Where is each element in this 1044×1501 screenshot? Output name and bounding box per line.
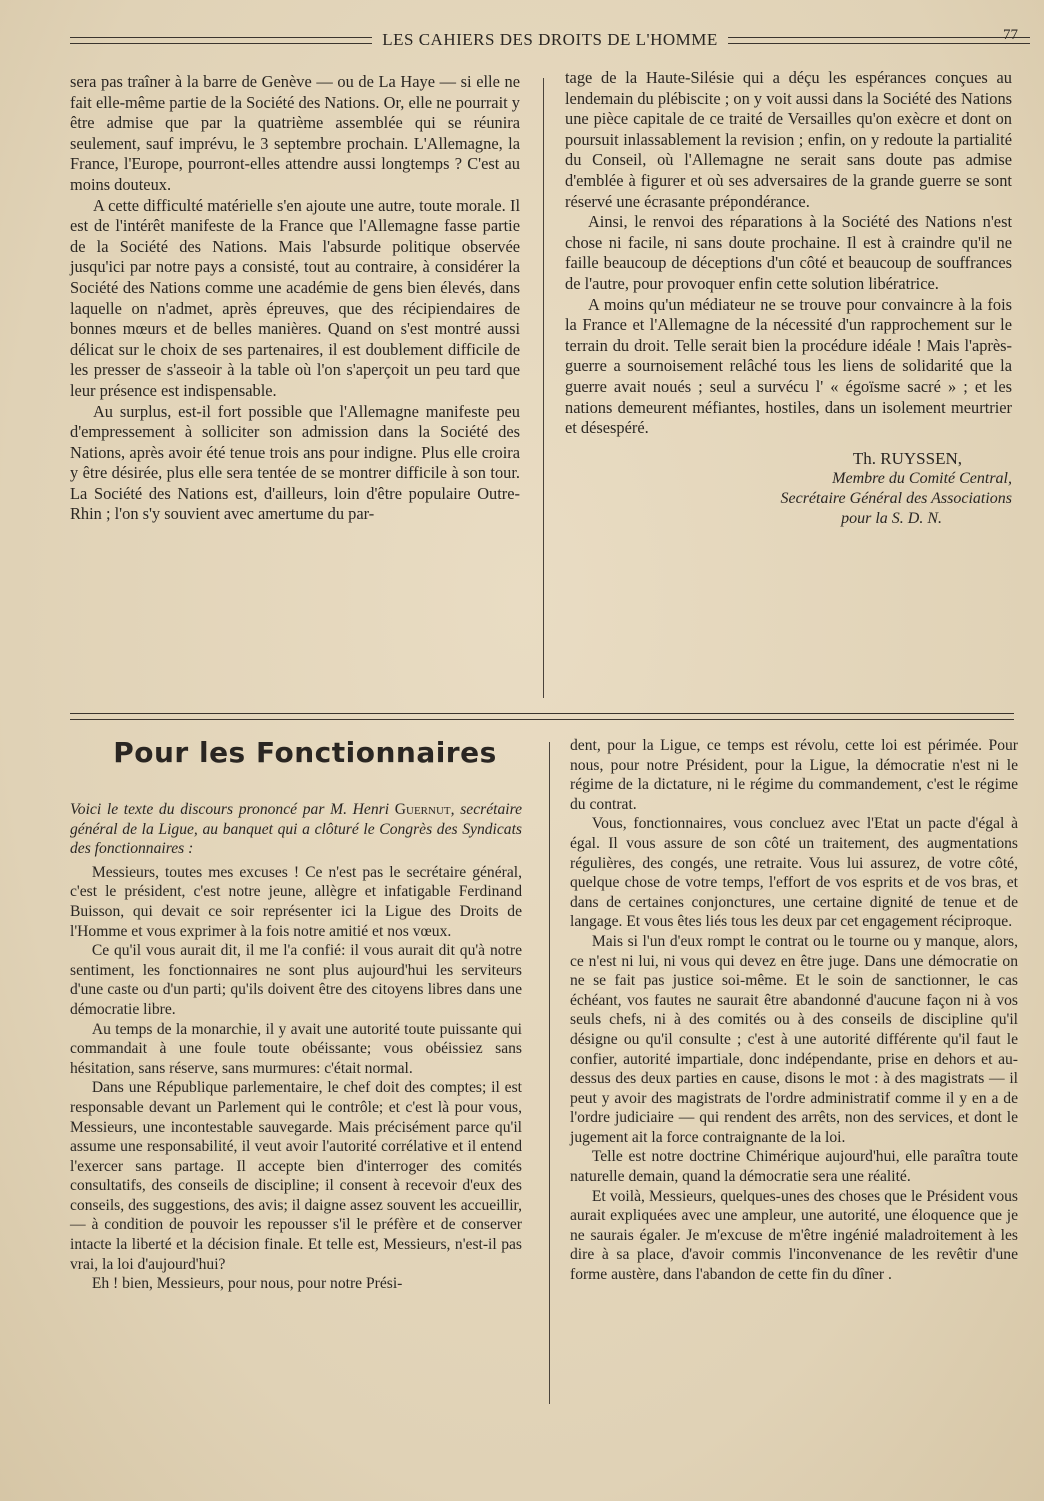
article1-column-left <box>70 72 520 525</box>
page-number: 77 <box>1003 27 1018 43</box>
author-role: pour la S. D. N. <box>841 510 942 528</box>
paragraph: Mais si l'un d'eux rompt le contrat ou le tourne ou y manque, alors, ce n'est ni lui, ni vous qui devez en être juge. Dans une démocratie on ne se fait pas justice soi-même. Et le soin de sanctionner, le cas échéant, vos fautes ne saurait être abandonné d'aucune façon ni à vos seuls chefs, ni à des comités ou à des conseils de discipline qu'il désigne ou qu'il consulte ; c'est à une autorité différente qu'il faut le confier, autorité impartiale, donc indépendante, prise en dehors et au-dessus des deux parties en cause, disons le mot : à des magistrats — il peut y avoir des magistrats de l'ordre administratif comme il y en a de l'ordre judiciaire — qui rendent des arrêts, non des services, et dont le jugement ait la force contraignante de la loi. <box>570 932 1018 1146</box>
paragraph: Eh ! bien, Messieurs, pour nous, pour notre Prési- <box>91 1275 403 1293</box>
journal-title: LES CAHIERS DES DROITS DE L'HOMME <box>382 30 718 49</box>
author-name: Th. RUYSSEN, <box>852 448 962 468</box>
article-title: Pour les Fonctionnaires <box>113 736 497 769</box>
running-header <box>70 26 1030 54</box>
article1-column-right <box>565 68 1012 529</box>
paragraph: dent, pour la Ligue, ce temps est révolu, cette loi est périmée. Pour nous, pour notre Président, pour la Ligue, la démocratie n'est ni le régime de la dictature, ni le régime du commandement, c'est le régime du contrat. <box>570 737 1018 813</box>
paragraph: Ainsi, le renvoi des réparations à la Société des Nations n'est chose ni facile, ni sans doute prochaine. Il est à craindre qu'il ne faille beaucoup de déceptions d'un côté et beaucoup de souffrances de l'autre, pour provoquer enfin cette solution libératrice. <box>565 212 1012 293</box>
paragraph: Telle est notre doctrine Chimérique aujourd'hui, elle paraîtra toute naturelle demain, quand la démocratie sera une réalité. <box>570 1148 1018 1186</box>
paragraph: Et voilà, Messieurs, quelques-unes des choses que le Président vous aurait expliquées avec une ampleur, une autorité, une éloquence que je ne saurais égaler. Je m'excuse de m'être ingénié maladroitement à les dire à sa place, d'avoir commis l'inconvenance de les revêtir d'une forme austère, dans l'abandon de cette fin du dîner . <box>570 1187 1018 1284</box>
signature-block <box>565 449 1012 530</box>
paragraph: Vous, fonctionnaires, vous concluez avec l'Etat un pacte d'égal à égal. Il vous assure de son côté un traitement, des augmentations régulières, des congés, une retraite. Vous lui assurez, de votre côté, quelque chose de votre temps, l'effort de vos esprits et de vos bras, et dans de certaines conjonctures, une certaine dignité de tenue et de langage. Et vous êtes liés tous les deux par cet engagement réciproque. <box>570 815 1018 931</box>
paragraph: A cette difficulté matérielle s'en ajoute une autre, toute morale. Il est de l'intérêt manifeste de la France que l'Allemagne fasse partie de la Société des Nations. Mais l'absurde politique observée jusqu'ici par notre pays a consisté, tout au contraire, à considérer la Société des Nations comme une académie de gens bien élevés, dans laquelle on n'admet, après épreuves, que des récipiendaires de bonnes mœurs et de belles manières. Quand on s'est montré aussi délicat sur le choix de ses partenaires, il est doublement difficile de les presser de s'asseoir à la table où l'on s'aperçoit un peu tard que leur présence est indispensable. <box>70 195 520 400</box>
paragraph: Au surplus, est-il fort possible que l'Allemagne manifeste peu d'empressement à solliciter son admission dans la Société des Nations, après avoir été tenue trois ans pour indigne. Plus elle croira y être désirée, plus elle sera tentée de se montrer difficile à son tour. La Société des Nations est, d'ailleurs, loin d'être populaire Outre-Rhin ; l'on s'y souvient avec amertume du par- <box>70 401 520 524</box>
paragraph: Dans une République parlementaire, le chef doit des comptes; il est responsable devant un Parlement qui le contrôle; et c'est là pour vous, Messieurs, une incontestable sauvegarde. Mais précisément parce qu'il assume une responsabilité, il veut avoir l'autorité corrélative et il entend l'exercer sans partage. Il accepte bien d'interroger des comités consultatifs, des conseils de discipline; il consent à recevoir d'eux des conseils, des suggestions, des avis; il daigne assez souvent les accueillir, — à condition de pouvoir les repousser s'il le préfère et de conserver intacte la liberté et la décision finale. Et telle est, Messieurs, n'est-il pas vrai, la loi d'aujourd'hui? <box>70 1079 522 1273</box>
intro-text: , secrétaire général de la Ligue, au banquet qui a clôturé le Congrès des Syndicats des fonctionnaires : <box>70 801 522 858</box>
header-rule-right <box>728 37 1030 44</box>
intro-text: Voici le texte du discours prononcé par M. Henri <box>70 801 390 818</box>
paragraph: A moins qu'un médiateur ne se trouve pour convaincre à la fois la France et l'Allemagne de la nécessité d'un rapprochement sur le terrain du droit. Telle serait bien la procédure idéale ! Mais l'après-guerre a sournoisement relâché tous les liens de solidarité que la guerre avait noués ; seul a survécu l' « égoïsme sacré » ; et les nations demeurent méfiantes, hostiles, dans un isolement meurtrier et désespéré. <box>565 294 1012 438</box>
header-rule-left <box>70 37 372 44</box>
section-divider <box>70 713 1014 720</box>
column-divider <box>549 742 550 1404</box>
paragraph: tage de la Haute-Silésie qui a déçu les espérances conçues au lendemain du plébiscite ; on y voit aussi dans la Société des Nations une pièce capitale de ce traité de Versailles qu'on exècre et dont on poursuit inlassablement la revision ; enfin, on y redoute la partialité du Conseil, où l'Allemagne ne serait sans doute pas admise d'emblée à figurer et où ses adversaires de la grande guerre se sont réservé une écrasante prépondérance. <box>565 68 1013 211</box>
article-intro <box>70 800 522 859</box>
paragraph: Messieurs, toutes mes excuses ! Ce n'est pas le secrétaire général, c'est le président, c'est notre jeune, allègre et infatigable Ferdinand Buisson, qui devait ce soir représenter ici la Ligue des Droits de l'Homme et vous exprimer à la fois notre amitié et nos vœux. <box>70 863 522 940</box>
author-role: Secrétaire Général des Associations <box>780 490 1012 508</box>
intro-name: Guernut <box>394 801 451 818</box>
article2-column-right <box>570 736 1018 1285</box>
author-role: Membre du Comité Central, <box>832 470 1012 488</box>
paragraph: sera pas traîner à la barre de Genève — ou de La Haye — si elle ne fait elle-même partie de la Société des Nations. Or, elle ne pourrait y être admise que par la quatrième assemblée qui se réunira seulement, sauf imprévu, le 3 septembre prochain. L'Allemagne, la France, l'Europe, pourront-elles attendre aussi longtemps ? C'est au moins douteux. <box>70 72 520 194</box>
paragraph: Au temps de la monarchie, il y avait une autorité toute puissante qui commandait à une foule toute obéissante; vous obéissiez sans hésitation, sans réserve, sans murmures: c'était normal. <box>70 1020 522 1077</box>
paragraph: Ce qu'il vous aurait dit, il me l'a confié: il vous aurait dit qu'à notre sentiment, les fonctionnaires ne sont plus aujourd'hui les serviteurs d'une caste ou d'un parti; qu'ils doivent être des citoyens libres dans une démocratie libre. <box>70 942 522 1018</box>
column-divider <box>543 78 544 698</box>
article2-column-left <box>70 800 522 1294</box>
